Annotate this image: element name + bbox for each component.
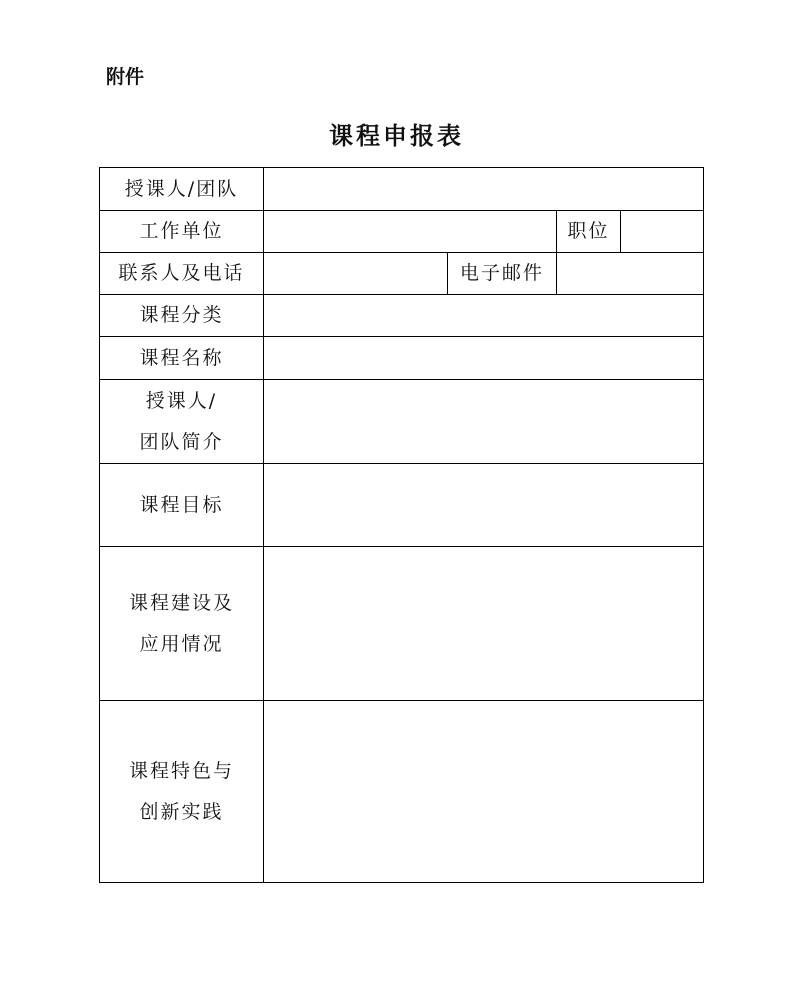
label-text: 授课人/团队 — [124, 177, 239, 200]
label-text-line2: 应用情况 — [139, 632, 224, 655]
label-text-line2: 团队简介 — [139, 430, 224, 453]
label-text: 课程目标 — [139, 493, 224, 516]
field-work-unit[interactable] — [263, 210, 557, 253]
field-email[interactable] — [556, 252, 704, 295]
label-text-line2: 创新实践 — [139, 800, 224, 823]
label-text-line1: 授课人/ — [145, 389, 218, 412]
field-position[interactable] — [620, 210, 704, 253]
label-course-objectives — [99, 463, 264, 547]
field-course-name[interactable] — [263, 336, 704, 380]
label-text: 电子邮件 — [459, 262, 544, 284]
label-text: 课程分类 — [139, 304, 224, 326]
field-construction-application[interactable] — [263, 546, 704, 701]
label-text: 联系人及电话 — [118, 262, 245, 284]
label-work-unit — [99, 210, 264, 253]
label-course-name — [99, 336, 264, 380]
label-text: 工作单位 — [139, 220, 224, 242]
field-course-category[interactable] — [263, 294, 704, 337]
form-title: 课程申报表 — [329, 121, 464, 150]
label-construction-application — [99, 546, 264, 701]
label-team-intro — [99, 379, 264, 464]
attachment-label: 附件 — [106, 66, 145, 88]
label-position — [556, 210, 621, 253]
label-features-innovation — [99, 700, 264, 883]
application-form-table — [99, 167, 704, 883]
label-text: 课程名称 — [139, 346, 224, 369]
field-features-innovation[interactable] — [263, 700, 704, 883]
label-contact-phone — [99, 252, 264, 295]
label-text-line1: 课程建设及 — [128, 591, 234, 614]
field-instructor-team[interactable] — [263, 167, 704, 211]
label-instructor-team — [99, 167, 264, 211]
label-text-line1: 课程特色与 — [128, 759, 234, 782]
label-course-category — [99, 294, 264, 337]
label-email — [447, 252, 557, 295]
field-course-objectives[interactable] — [263, 463, 704, 547]
label-text: 职位 — [567, 220, 610, 242]
field-team-intro[interactable] — [263, 379, 704, 464]
field-contact-phone[interactable] — [263, 252, 448, 295]
